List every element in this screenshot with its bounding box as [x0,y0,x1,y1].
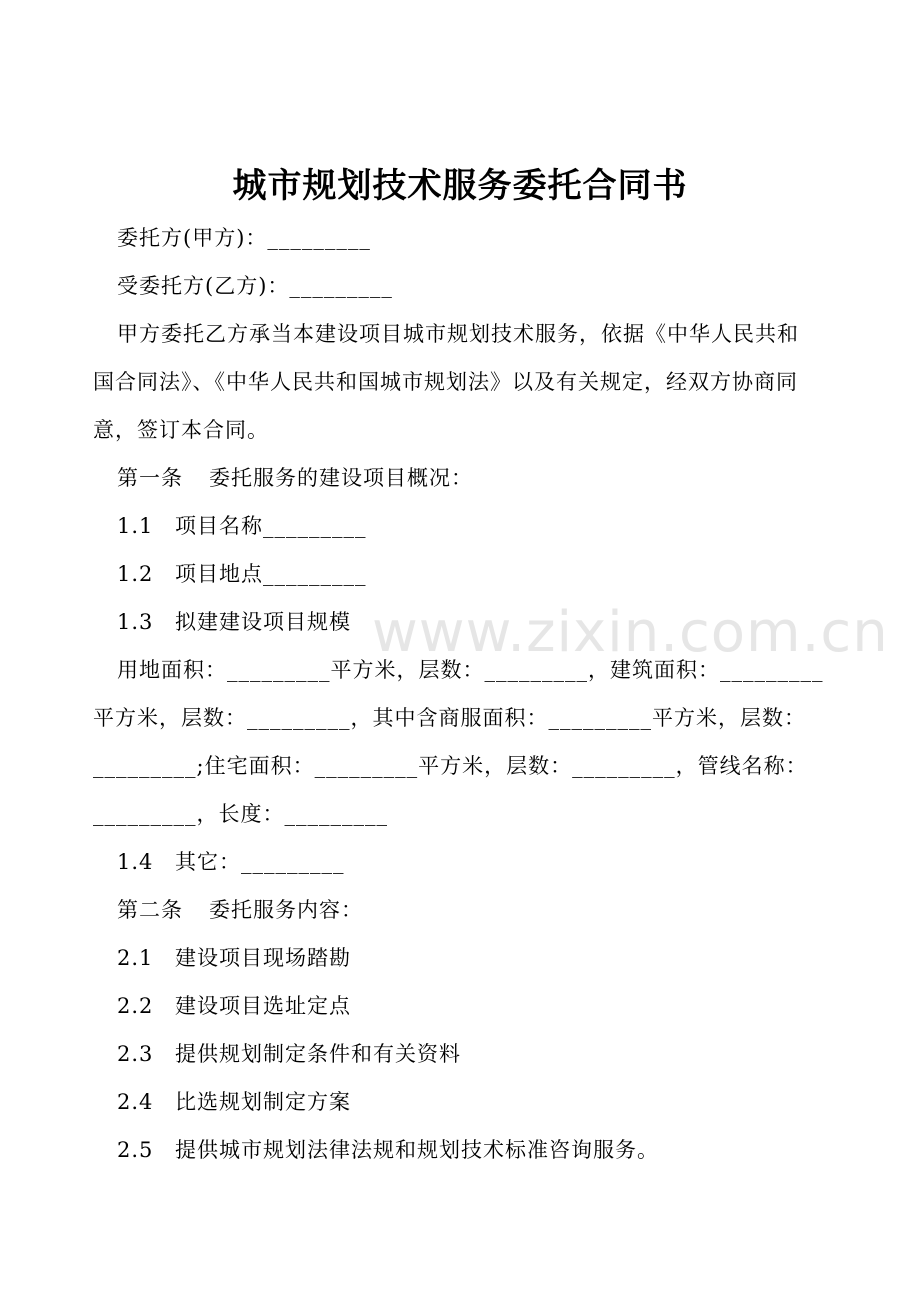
clause-2-1 [117,934,351,982]
clause-number: 2.4 [117,1090,154,1114]
preamble-line-2: 国合同法》、《中华人民共和国城市规划法》以及有关规定，经双方协商同 [93,370,798,394]
watermark: www.zixin.com.cn [372,600,889,665]
clause-number: 1.3 [117,610,154,634]
clause-text: 项目地点_________ [175,562,367,586]
clause-2-4 [117,1078,351,1126]
article-number: 第一条 [117,466,183,490]
clause-2-2 [117,982,351,1030]
scale-line-2: 平方米，层数：_________，其中含商服面积：_________平方米，层数： [93,706,806,730]
clause-number: 2.1 [117,946,154,970]
preamble-line-1: 甲方委托乙方承当本建设项目城市规划技术服务，依据《中华人民共和 [117,322,799,346]
scale-line-3: _________;住宅面积：_________平方米，层数：_________，管线名称： [93,754,808,778]
clause-1-2 [117,550,367,598]
article-title: 委托服务内容： [209,898,363,922]
article-title: 委托服务的建设项目概况： [209,466,473,490]
clause-number: 2.2 [117,994,154,1018]
clause-number: 2.3 [117,1042,154,1066]
clause-text: 项目名称_________ [175,514,367,538]
clause-1-4 [117,838,345,886]
document-title: 城市规划技术服务委托合同书 [232,166,688,206]
clause-number: 1.1 [117,514,154,538]
clause-text: 其它：_________ [175,850,345,874]
preamble-line-3: 意，签订本合同。 [93,418,269,442]
scale-line-4: _________，长度：_________ [93,802,388,826]
article-1-heading [117,454,473,502]
clause-2-3 [117,1030,461,1078]
clause-text: 建设项目选址定点 [175,994,351,1018]
clause-text: 提供城市规划法律法规和规划技术标准咨询服务。 [175,1138,659,1162]
clause-number: 1.2 [117,562,154,586]
clause-number: 1.4 [117,850,154,874]
clause-1-3 [117,598,351,646]
clause-2-5 [117,1126,659,1174]
clause-number: 2.5 [117,1138,154,1162]
clause-text: 建设项目现场踏勘 [175,946,351,970]
party-a-line: 委托方(甲方)：_________ [117,226,371,250]
clause-1-1 [117,502,367,550]
scale-line-1: 用地面积：_________平方米，层数：_________，建筑面积：_________ [117,658,824,682]
article-2-heading [117,886,363,934]
clause-text: 拟建建设项目规模 [175,610,351,634]
clause-text: 比选规划制定方案 [175,1090,351,1114]
clause-text: 提供规划制定条件和有关资料 [175,1042,461,1066]
article-number: 第二条 [117,898,183,922]
party-b-line: 受委托方(乙方)：_________ [117,274,393,298]
